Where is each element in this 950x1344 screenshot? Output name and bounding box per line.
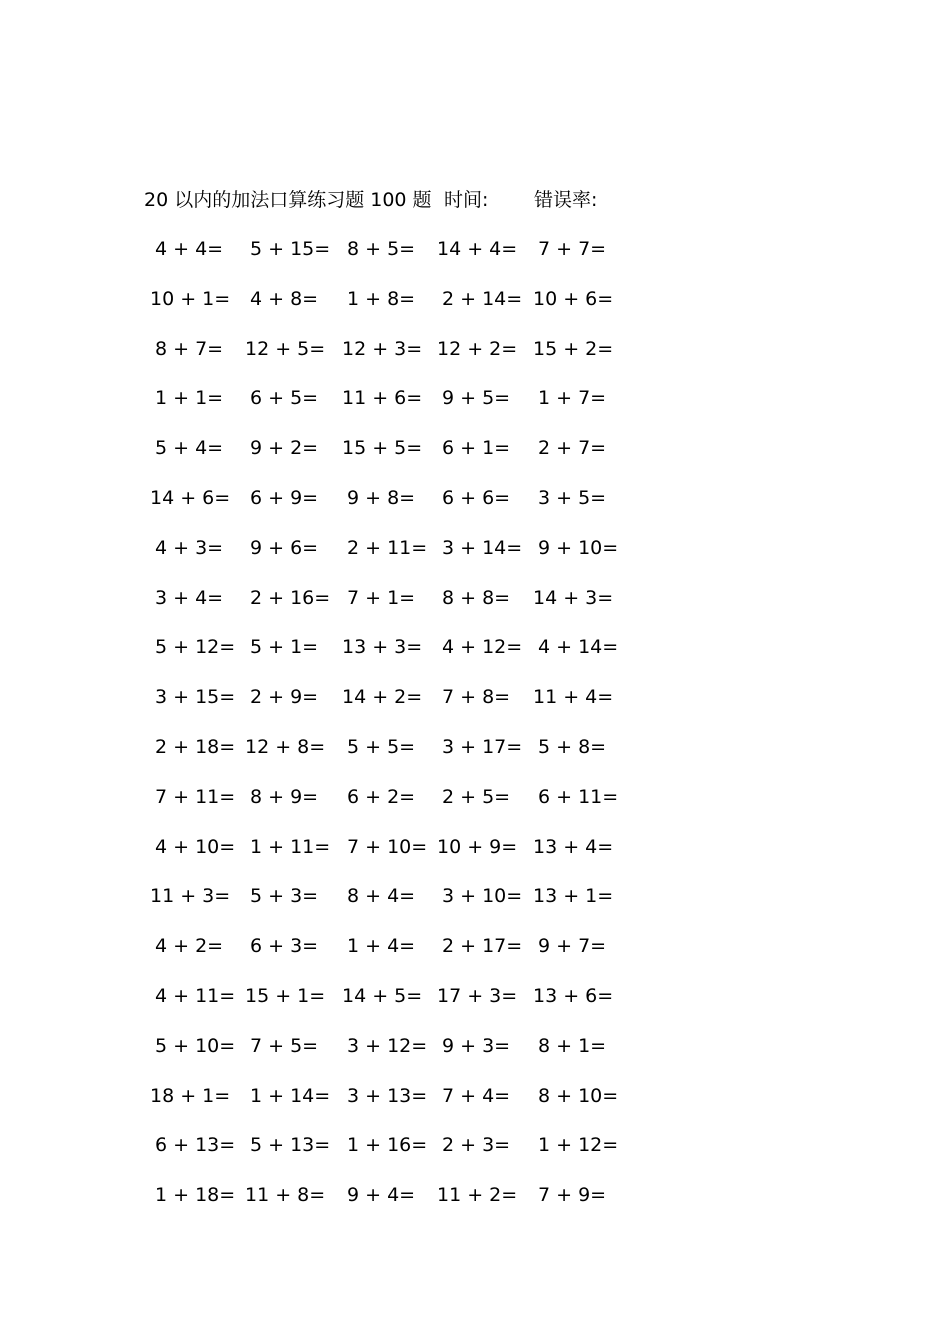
- problem-item: 13 + 4=: [533, 835, 614, 858]
- problem-item: 7 + 9=: [538, 1184, 607, 1207]
- problem-row: [0, 783, 950, 833]
- problem-item: 14 + 2=: [342, 686, 423, 709]
- problem-grid: [0, 235, 950, 1231]
- problem-item: 4 + 11=: [155, 984, 236, 1007]
- problem-item: 8 + 9=: [250, 785, 319, 808]
- problem-item: 4 + 10=: [155, 835, 236, 858]
- problem-row: [0, 434, 950, 484]
- problem-item: 14 + 4=: [437, 238, 518, 260]
- problem-row: [0, 1082, 950, 1132]
- problem-item: 9 + 7=: [538, 935, 607, 958]
- problem-item: 13 + 1=: [533, 885, 614, 908]
- problem-item: 9 + 5=: [442, 387, 511, 410]
- problem-item: 5 + 10=: [155, 1034, 236, 1057]
- problem-item: 6 + 5=: [250, 387, 319, 410]
- problem-item: 11 + 8=: [245, 1184, 326, 1207]
- problem-item: 15 + 1=: [245, 984, 326, 1007]
- problem-item: 7 + 11=: [155, 785, 236, 808]
- problem-item: 2 + 5=: [442, 785, 511, 808]
- problem-item: 2 + 16=: [250, 586, 331, 609]
- problem-item: 1 + 11=: [250, 835, 331, 858]
- problem-item: 7 + 7=: [538, 238, 607, 260]
- problem-row: [0, 534, 950, 584]
- problem-item: 18 + 1=: [150, 1084, 231, 1107]
- problem-item: 8 + 4=: [347, 885, 416, 908]
- problem-row: [0, 1131, 950, 1181]
- problem-item: 9 + 3=: [442, 1034, 511, 1057]
- problem-item: 6 + 6=: [442, 486, 511, 509]
- problem-item: 8 + 5=: [347, 238, 416, 260]
- problem-row: [0, 633, 950, 683]
- problem-item: 9 + 10=: [538, 536, 619, 559]
- problem-item: 7 + 4=: [442, 1084, 511, 1107]
- problem-item: 14 + 3=: [533, 586, 614, 609]
- problem-item: 11 + 4=: [533, 686, 614, 709]
- problem-item: 17 + 3=: [437, 984, 518, 1007]
- problem-item: 3 + 12=: [347, 1034, 428, 1057]
- problem-row: [0, 833, 950, 883]
- problem-item: 1 + 16=: [347, 1134, 428, 1157]
- problem-item: 3 + 5=: [538, 486, 607, 509]
- problem-item: 4 + 14=: [538, 636, 619, 659]
- problem-item: 10 + 9=: [437, 835, 518, 858]
- problem-item: 9 + 2=: [250, 437, 319, 460]
- problem-item: 2 + 9=: [250, 686, 319, 709]
- problem-item: 3 + 13=: [347, 1084, 428, 1107]
- problem-item: 15 + 2=: [533, 337, 614, 360]
- problem-item: 15 + 5=: [342, 437, 423, 460]
- problem-item: 7 + 1=: [347, 586, 416, 609]
- worksheet-title: 20 以内的加法口算练习题 100 题: [144, 189, 432, 211]
- problem-item: 3 + 10=: [442, 885, 523, 908]
- problem-row: [0, 1032, 950, 1082]
- problem-item: 14 + 5=: [342, 984, 423, 1007]
- problem-item: 5 + 3=: [250, 885, 319, 908]
- problem-item: 13 + 6=: [533, 984, 614, 1007]
- problem-item: 5 + 13=: [250, 1134, 331, 1157]
- problem-item: 4 + 4=: [155, 238, 224, 260]
- problem-item: 8 + 1=: [538, 1034, 607, 1057]
- problem-item: 13 + 3=: [342, 636, 423, 659]
- problem-item: 6 + 1=: [442, 437, 511, 460]
- problem-row: [0, 584, 950, 634]
- problem-item: 2 + 11=: [347, 536, 428, 559]
- problem-item: 12 + 2=: [437, 337, 518, 360]
- problem-item: 12 + 8=: [245, 735, 326, 758]
- problem-item: 5 + 4=: [155, 437, 224, 460]
- problem-item: 11 + 2=: [437, 1184, 518, 1207]
- problem-item: 3 + 17=: [442, 735, 523, 758]
- problem-item: 12 + 5=: [245, 337, 326, 360]
- problem-item: 6 + 2=: [347, 785, 416, 808]
- problem-item: 5 + 5=: [347, 735, 416, 758]
- problem-item: 1 + 1=: [155, 387, 224, 410]
- problem-row: [0, 384, 950, 434]
- problem-item: 14 + 6=: [150, 486, 231, 509]
- problem-item: 1 + 8=: [347, 287, 416, 310]
- problem-row: [0, 882, 950, 932]
- problem-item: 11 + 6=: [342, 387, 423, 410]
- problem-item: 3 + 4=: [155, 586, 224, 609]
- problem-row: [0, 982, 950, 1032]
- problem-row: [0, 1181, 950, 1231]
- problem-item: 12 + 3=: [342, 337, 423, 360]
- problem-item: 1 + 4=: [347, 935, 416, 958]
- problem-row: [0, 733, 950, 783]
- problem-item: 10 + 6=: [533, 287, 614, 310]
- problem-item: 4 + 2=: [155, 935, 224, 958]
- problem-item: 5 + 8=: [538, 735, 607, 758]
- time-label: 时间:: [444, 189, 489, 211]
- problem-item: 6 + 3=: [250, 935, 319, 958]
- problem-item: 2 + 3=: [442, 1134, 511, 1157]
- problem-item: 4 + 8=: [250, 287, 319, 310]
- problem-item: 6 + 13=: [155, 1134, 236, 1157]
- problem-item: 2 + 14=: [442, 287, 523, 310]
- problem-item: 2 + 7=: [538, 437, 607, 460]
- problem-row: [0, 235, 950, 285]
- problem-item: 1 + 18=: [155, 1184, 236, 1207]
- problem-item: 1 + 12=: [538, 1134, 619, 1157]
- problem-item: 11 + 3=: [150, 885, 231, 908]
- problem-item: 8 + 8=: [442, 586, 511, 609]
- problem-row: [0, 484, 950, 534]
- problem-item: 5 + 15=: [250, 238, 331, 260]
- problem-item: 4 + 3=: [155, 536, 224, 559]
- problem-item: 7 + 10=: [347, 835, 428, 858]
- problem-item: 9 + 8=: [347, 486, 416, 509]
- problem-item: 7 + 8=: [442, 686, 511, 709]
- problem-row: [0, 335, 950, 385]
- problem-item: 5 + 1=: [250, 636, 319, 659]
- problem-item: 1 + 14=: [250, 1084, 331, 1107]
- problem-row: [0, 932, 950, 982]
- problem-item: 10 + 1=: [150, 287, 231, 310]
- problem-item: 6 + 9=: [250, 486, 319, 509]
- problem-row: [0, 285, 950, 335]
- problem-row: [0, 683, 950, 733]
- problem-item: 8 + 7=: [155, 337, 224, 360]
- problem-item: 5 + 12=: [155, 636, 236, 659]
- problem-item: 6 + 11=: [538, 785, 619, 808]
- problem-item: 8 + 10=: [538, 1084, 619, 1107]
- problem-item: 2 + 17=: [442, 935, 523, 958]
- problem-item: 4 + 12=: [442, 636, 523, 659]
- problem-item: 1 + 7=: [538, 387, 607, 410]
- problem-item: 7 + 5=: [250, 1034, 319, 1057]
- problem-item: 3 + 15=: [155, 686, 236, 709]
- problem-item: 3 + 14=: [442, 536, 523, 559]
- problem-item: 9 + 4=: [347, 1184, 416, 1207]
- problem-item: 2 + 18=: [155, 735, 236, 758]
- problem-item: 9 + 6=: [250, 536, 319, 559]
- error-rate-label: 错误率:: [534, 189, 598, 211]
